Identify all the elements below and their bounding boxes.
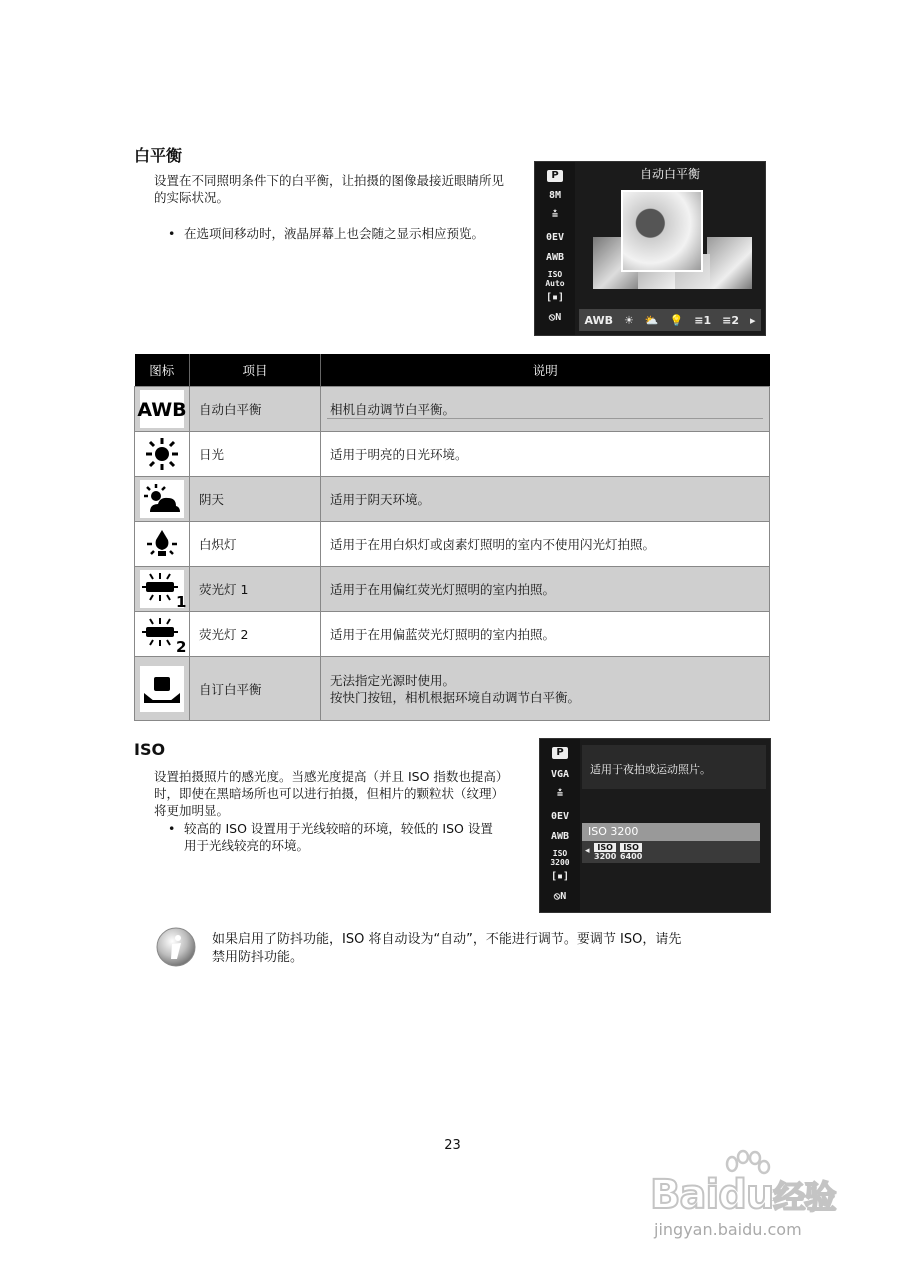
- desc-cell: 适用于在用偏蓝荧光灯照明的室内拍照。: [321, 612, 770, 657]
- custom-wb-icon: [140, 666, 184, 712]
- item-cell: 荧光灯 1: [190, 567, 321, 612]
- info-icon: [155, 926, 197, 968]
- note-line1: 如果启用了防抖功能，ISO 将自动设为“自动”，不能进行调节。要调节 ISO，请先: [212, 932, 682, 947]
- wb-intro: [154, 172, 534, 206]
- menu-fluorescent2-icon[interactable]: ≡2: [722, 313, 739, 327]
- svg-text:2: 2: [176, 638, 187, 656]
- quality-icon: ≛: [551, 210, 559, 221]
- wb-section-title: 白平衡: [134, 146, 183, 165]
- iso-side-icon: ISO 3200: [550, 849, 570, 867]
- table-row: [135, 567, 770, 612]
- awb-side-icon: AWB: [545, 252, 565, 263]
- table-row: [135, 657, 770, 721]
- table-row: [135, 522, 770, 567]
- menu-awb-icon[interactable]: AWB: [584, 313, 614, 327]
- svg-text:1: 1: [176, 593, 187, 611]
- resolution-icon: VGA: [550, 769, 570, 780]
- bullet-dot: •: [168, 821, 176, 836]
- watermark-brand: Baidu: [650, 1172, 774, 1218]
- iso-bullet: [168, 820, 528, 854]
- fluorescent2-icon: [140, 615, 187, 656]
- iso-intro-line1: 设置拍摄照片的感光度。当感光度提高（并且 ISO 指数也提高）: [154, 769, 509, 784]
- sun-icon: [140, 435, 184, 473]
- iso-selected-label[interactable]: ISO 3200: [582, 823, 760, 841]
- svg-text:AWB: AWB: [137, 399, 187, 421]
- iso-option-6400-top: ISO: [620, 843, 642, 852]
- face-detect-icon: ⦸N: [553, 891, 567, 902]
- item-cell: 荧光灯 2: [190, 612, 321, 657]
- preview-photo-right: [707, 237, 752, 289]
- item-cell: 白炽灯: [190, 522, 321, 567]
- table-row: [135, 612, 770, 657]
- desc-cell: 无法指定光源时使用。: [330, 672, 456, 688]
- program-mode-icon: P: [552, 747, 568, 759]
- page-number: 23: [444, 1138, 461, 1153]
- iso-option-3200-bottom: 3200: [594, 852, 617, 861]
- watermark-url: jingyan.baidu.com: [654, 1220, 802, 1239]
- desc-cell: 适用于明亮的日光环境。: [321, 432, 770, 477]
- resolution-icon: 8M: [548, 190, 562, 201]
- incandescent-icon: [140, 525, 184, 563]
- watermark-brand-cn: 经验: [773, 1178, 836, 1216]
- iso-section-title: ISO: [134, 740, 166, 759]
- menu-sun-icon[interactable]: ☀: [624, 313, 634, 327]
- item-cell: 自订白平衡: [190, 657, 321, 721]
- col-header-icon: 图标: [135, 354, 190, 387]
- iso-option-6400-bottom: 6400: [620, 852, 643, 861]
- iso-hint-box: 适用于夜拍或运动照片。: [582, 745, 766, 789]
- cloudy-icon: [140, 480, 184, 518]
- metering-icon: [▪]: [550, 871, 570, 882]
- divider: [327, 418, 763, 419]
- item-cell: 阴天: [190, 477, 321, 522]
- wb-camera-screen: [534, 161, 766, 336]
- table-row: [135, 432, 770, 477]
- iso-bullet-line1: 较高的 ISO 设置用于光线较暗的环境，较低的 ISO 设置: [184, 821, 493, 836]
- col-header-item: 项目: [190, 354, 321, 387]
- wb-table: [134, 354, 770, 721]
- item-cell: 日光: [190, 432, 321, 477]
- desc-cell: 适用于在用偏红荧光灯照明的室内拍照。: [321, 567, 770, 612]
- iso-option-3200[interactable]: [594, 843, 616, 861]
- menu-fluorescent1-icon[interactable]: ≡1: [694, 313, 712, 327]
- desc-cell: 相机自动调节白平衡。: [330, 402, 456, 417]
- fluorescent1-icon: [140, 570, 187, 611]
- wb-bullet: [168, 225, 518, 242]
- iso-options-bar: [582, 841, 760, 863]
- note-text: [212, 931, 772, 967]
- chevron-right-icon[interactable]: ▸: [749, 313, 756, 327]
- chevron-left-icon[interactable]: ◂: [585, 846, 590, 856]
- iso-side-icon: ISO Auto: [545, 270, 565, 288]
- wb-screen-title: 自动白平衡: [639, 167, 700, 181]
- baidu-watermark: [650, 1150, 850, 1240]
- preview-photo-main: [621, 190, 703, 272]
- item-cell: 自动白平衡: [190, 387, 321, 432]
- desc-cell-line2: 按快门按钮，相机根据环境自动调节白平衡。: [330, 689, 581, 705]
- exposure-icon: 0EV: [545, 232, 565, 243]
- metering-icon: [▪]: [545, 292, 565, 303]
- iso-bullet-line2: 用于光线较亮的环境。: [184, 838, 310, 853]
- face-detect-icon: ⦸N: [548, 312, 562, 323]
- desc-cell: 适用于阴天环境。: [321, 477, 770, 522]
- quality-icon: ≛: [556, 789, 564, 800]
- exposure-icon: 0EV: [550, 811, 570, 822]
- program-mode-icon: P: [547, 170, 563, 182]
- wb-mode-menu: [579, 309, 761, 331]
- iso-option-3200-top: ISO: [594, 843, 616, 852]
- camera-sidebar: [535, 162, 575, 335]
- wb-bullet-text: 在选项间移动时，液晶屏幕上也会随之显示相应预览。: [184, 226, 485, 241]
- menu-incandescent-icon[interactable]: 💡: [669, 313, 684, 327]
- wb-intro-line1: 设置在不同照明条件下的白平衡，让拍摄的图像最接近眼睛所见: [154, 173, 505, 188]
- desc-cell: 适用于在用白炽灯或卤素灯照明的室内不使用闪光灯拍照。: [321, 522, 770, 567]
- awb-side-icon: AWB: [550, 831, 570, 842]
- awb-icon: [137, 390, 187, 428]
- col-header-desc: 说明: [321, 354, 770, 387]
- camera-sidebar: [540, 739, 580, 912]
- iso-intro: [154, 768, 524, 819]
- wb-intro-line2: 的实际状况。: [154, 190, 230, 205]
- iso-intro-line2: 时，即使在黑暗场所也可以进行拍摄，但相片的颗粒状（纹理）: [154, 786, 505, 801]
- iso-camera-screen: [539, 738, 771, 913]
- table-row: [135, 477, 770, 522]
- bullet-dot: •: [168, 226, 176, 241]
- table-row: [135, 387, 770, 432]
- menu-cloudy-icon[interactable]: ⛅: [644, 313, 659, 327]
- iso-intro-line3: 将更加明显。: [154, 803, 230, 818]
- note-line2: 禁用防抖功能。: [212, 950, 304, 965]
- iso-option-6400[interactable]: [620, 843, 642, 861]
